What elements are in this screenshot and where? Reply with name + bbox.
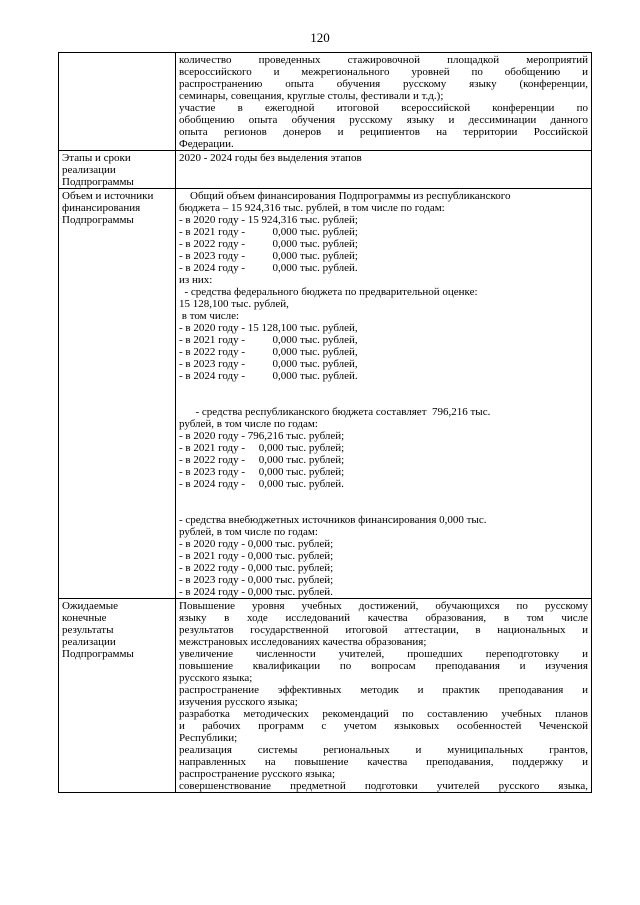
stages-label-line: реализации bbox=[62, 164, 116, 176]
stages-label-line: Подпрограммы bbox=[62, 176, 134, 188]
stages-value: 2020 - 2024 годы без выделения этапов bbox=[179, 152, 362, 164]
results-label-line: конечные bbox=[62, 612, 107, 624]
results-text-line: распространение эффективных методик и практик преподавания и bbox=[179, 684, 588, 696]
results-text-line: увеличение численности учителей, прошедших переподготовку и bbox=[179, 648, 588, 660]
stages-label-line: Этапы и сроки bbox=[62, 152, 131, 164]
federal-budget-year: - в 2021 году - 0,000 тыс. рублей, bbox=[179, 334, 358, 346]
extrabudget-year: - в 2021 году - 0,000 тыс. рублей; bbox=[179, 550, 334, 562]
spacer bbox=[179, 382, 588, 406]
republic-budget-line: рублей, в том числе по годам: bbox=[179, 418, 318, 430]
funding-total-year: - в 2023 году - 0,000 тыс. рублей; bbox=[179, 250, 358, 262]
results-text-line: повышение квалификации по вопросам преподавания и изучения bbox=[179, 660, 588, 672]
intro-text-line: опыта регионов донеров и реципиентов на территории Российской bbox=[179, 126, 588, 138]
funding-total-line: бюджета – 15 924,316 тыс. рублей, в том числе по годам: bbox=[179, 202, 445, 214]
federal-budget-line: в том числе: bbox=[179, 310, 240, 322]
funding-value-cell bbox=[176, 189, 592, 599]
republic-budget-year: - в 2022 году - 0,000 тыс. рублей; bbox=[179, 454, 345, 466]
stages-value-cell bbox=[176, 151, 592, 189]
table-row-intro bbox=[59, 53, 592, 151]
federal-budget-line: 15 128,100 тыс. рублей, bbox=[179, 298, 289, 310]
results-text-line: разработка методических рекомендаций по составлению учебных планов bbox=[179, 708, 588, 720]
extrabudget-year: - в 2022 году - 0,000 тыс. рублей; bbox=[179, 562, 334, 574]
intro-text-line: обобщению опыта обучения русскому языку и дессиминации данного bbox=[179, 114, 588, 126]
results-text-line: результатов государственной итоговой аттестации, в национальных и bbox=[179, 624, 588, 636]
subprogram-passport-table bbox=[58, 52, 592, 793]
results-label-line: Ожидаемые bbox=[62, 600, 119, 612]
page-number: 120 bbox=[310, 30, 330, 45]
funding-label-line: Объем и источники bbox=[62, 190, 154, 202]
funding-label-cell bbox=[59, 189, 176, 599]
extrabudget-year: - в 2024 году - 0,000 тыс. рублей. bbox=[179, 586, 333, 598]
results-text-line: и рабочих программ с учетом языковых особенностей Чеченской bbox=[179, 720, 588, 732]
results-value-cell bbox=[176, 599, 592, 793]
results-label-line: реализации bbox=[62, 636, 116, 648]
results-text-line: языку в ходе исследований качества образования, в том числе bbox=[179, 612, 588, 624]
intro-cell bbox=[176, 53, 592, 151]
federal-budget-year: - в 2023 году - 0,000 тыс. рублей, bbox=[179, 358, 358, 370]
funding-total-year: - в 2020 году - 15 924,316 тыс. рублей; bbox=[179, 214, 358, 226]
federal-budget-year: - в 2024 году - 0,000 тыс. рублей. bbox=[179, 370, 358, 382]
table-row-funding bbox=[59, 189, 592, 599]
results-text-line: Республики; bbox=[179, 732, 238, 744]
federal-budget-year: - в 2020 году - 15 128,100 тыс. рублей, bbox=[179, 322, 358, 334]
spacer bbox=[179, 490, 588, 514]
funding-label-line: Подпрограммы bbox=[62, 214, 134, 226]
results-label-cell bbox=[59, 599, 176, 793]
funding-label-line: финансирования bbox=[62, 202, 141, 214]
intro-text-line: Федерации. bbox=[179, 138, 234, 150]
results-label-line: результаты bbox=[62, 624, 114, 636]
results-text-line: распространение русского языка; bbox=[179, 768, 336, 780]
extrabudget-year: - в 2020 году - 0,000 тыс. рублей; bbox=[179, 538, 334, 550]
table-row-results bbox=[59, 599, 592, 793]
republic-budget-line: - средства республиканского бюджета составляет 796,216 тыс. bbox=[179, 406, 491, 418]
intro-text-line: семинары, совещания, круглые столы, фестивали и т.д.); bbox=[179, 90, 444, 102]
intro-text-line: всероссийского и межрегионального уровней по обобщению и bbox=[179, 66, 588, 78]
republic-budget-year: - в 2024 году - 0,000 тыс. рублей. bbox=[179, 478, 344, 490]
results-text-line: межстрановых исследованиях качества образования; bbox=[179, 636, 427, 648]
results-label-line: Подпрограммы bbox=[62, 648, 134, 660]
empty-label-cell bbox=[59, 53, 176, 151]
stages-label-cell bbox=[59, 151, 176, 189]
extrabudget-line: рублей, в том числе по годам: bbox=[179, 526, 318, 538]
extrabudget-year: - в 2023 году - 0,000 тыс. рублей; bbox=[179, 574, 334, 586]
results-text-line: Повышение уровня учебных достижений, обучающихся по русскому bbox=[179, 600, 588, 612]
federal-budget-year: - в 2022 году - 0,000 тыс. рублей, bbox=[179, 346, 358, 358]
republic-budget-year: - в 2021 году - 0,000 тыс. рублей; bbox=[179, 442, 345, 454]
republic-budget-year: - в 2023 году - 0,000 тыс. рублей; bbox=[179, 466, 345, 478]
funding-of-them: из них: bbox=[179, 274, 213, 286]
intro-text-line: количество проведенных стажировочной площадкой мероприятий bbox=[179, 54, 588, 66]
funding-total-year: - в 2021 году - 0,000 тыс. рублей; bbox=[179, 226, 358, 238]
extrabudget-line: - средства внебюджетных источников финансирования 0,000 тыс. bbox=[179, 514, 487, 526]
results-text-line: направленных на повышение качества преподавания, поддержку и bbox=[179, 756, 588, 768]
funding-total-year: - в 2024 году - 0,000 тыс. рублей. bbox=[179, 262, 358, 274]
intro-text-line: участие в ежегодной итоговой всероссийской конференции по bbox=[179, 102, 588, 114]
table-row-stages bbox=[59, 151, 592, 189]
funding-total-line: Общий объем финансирования Подпрограммы из республиканского bbox=[179, 190, 511, 202]
intro-text-line: распространению опыта обучения русскому языку (конференции, bbox=[179, 78, 588, 90]
results-text-line: русского языка; bbox=[179, 672, 253, 684]
republic-budget-year: - в 2020 году - 796,216 тыс. рублей; bbox=[179, 430, 345, 442]
results-text-line: совершенствование предметной подготовки учителей русского языка, bbox=[179, 780, 588, 792]
results-text-line: реализация системы региональных и муниципальных грантов, bbox=[179, 744, 588, 756]
federal-budget-line: - средства федерального бюджета по предварительной оценке: bbox=[179, 286, 478, 298]
results-text-line: изучения русского языка; bbox=[179, 696, 298, 708]
funding-total-year: - в 2022 году - 0,000 тыс. рублей; bbox=[179, 238, 358, 250]
